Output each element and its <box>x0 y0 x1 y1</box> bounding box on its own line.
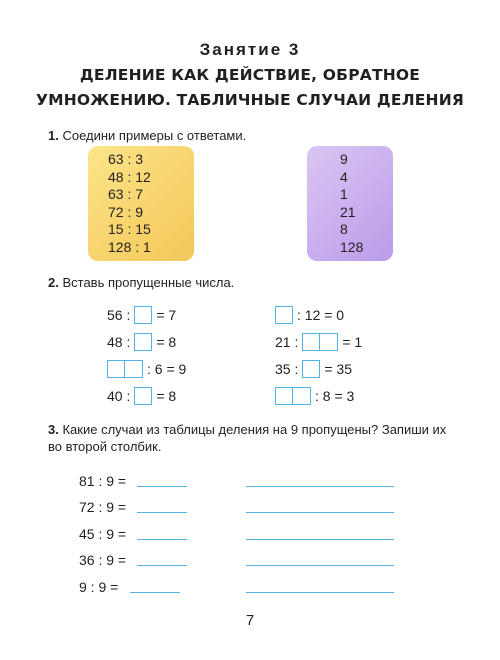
answer-box-double[interactable] <box>275 387 311 405</box>
missing-case-line[interactable] <box>246 486 394 487</box>
task3-expression: 45 : 9 = <box>79 526 127 542</box>
task3-number: 3. <box>48 422 59 437</box>
task1-text: Соедини примеры с ответами. <box>62 128 247 143</box>
equation-right-part: = 8 <box>156 388 177 404</box>
equation-right-part: = 8 <box>156 334 177 350</box>
equation-row <box>107 305 176 325</box>
answer-line[interactable] <box>137 565 187 566</box>
answer-item[interactable]: 4 <box>340 168 348 185</box>
example-item[interactable]: 72 : 9 <box>108 203 144 220</box>
equation-row <box>275 332 362 352</box>
equation-row <box>275 359 352 379</box>
missing-case-line[interactable] <box>246 565 394 566</box>
title-line-2: УМНОЖЕНИЮ. ТАБЛИЧНЫЕ СЛУЧАИ ДЕЛЕНИЯ <box>35 91 465 109</box>
answer-line[interactable] <box>137 486 187 487</box>
task3-expression: 72 : 9 = <box>79 499 127 515</box>
task2-text: Вставь пропущенные числа. <box>62 275 235 290</box>
equation-right-part: = 7 <box>156 307 177 323</box>
task1-number: 1. <box>48 128 59 143</box>
equation-right-part: = 1 <box>342 334 363 350</box>
equation-row <box>107 359 186 379</box>
missing-case-line[interactable] <box>246 539 394 540</box>
equation-row <box>275 305 344 325</box>
title-line-1: ДЕЛЕНИЕ КАК ДЕЙСТВИЕ, ОБРАТНОЕ <box>79 66 421 84</box>
task3-expression: 36 : 9 = <box>79 552 127 568</box>
equation-right-part: : 8 = 3 <box>315 388 355 404</box>
task1-heading <box>48 128 246 143</box>
missing-case-line[interactable] <box>246 592 394 593</box>
task3-expression: 9 : 9 = <box>79 579 119 595</box>
answers-card <box>307 146 393 261</box>
example-item[interactable]: 63 : 3 <box>108 151 144 167</box>
example-item[interactable]: 63 : 7 <box>108 186 144 203</box>
answer-line[interactable] <box>137 512 187 513</box>
equation-left-part: 40 : <box>107 388 131 404</box>
answer-item[interactable]: 1 <box>340 186 348 203</box>
equation-left-part: 56 : <box>107 307 131 323</box>
answer-box[interactable] <box>134 333 152 351</box>
example-item[interactable]: 128 : 1 <box>108 238 151 255</box>
answer-line[interactable] <box>130 592 180 593</box>
examples-card <box>88 146 194 261</box>
equation-left-part: 48 : <box>107 334 131 350</box>
equation-right-part: : 6 = 9 <box>147 361 187 377</box>
example-item[interactable]: 15 : 15 <box>108 221 151 238</box>
answer-box[interactable] <box>275 306 293 324</box>
equation-row <box>107 386 176 406</box>
answer-item[interactable]: 9 <box>340 151 348 167</box>
lesson-label: Занятие 3 <box>199 40 301 59</box>
answer-line[interactable] <box>137 539 187 540</box>
answer-item[interactable]: 128 <box>340 238 364 255</box>
page-number: 7 <box>245 612 255 629</box>
task3-heading <box>48 422 446 437</box>
answer-box-double[interactable] <box>302 333 338 351</box>
equation-right-part: : 12 = 0 <box>297 307 345 323</box>
answer-item[interactable]: 8 <box>340 221 348 238</box>
missing-case-line[interactable] <box>246 512 394 513</box>
task3-text-line2: во второй столбик. <box>48 439 162 454</box>
equation-left-part: 21 : <box>275 334 299 350</box>
answer-box[interactable] <box>134 387 152 405</box>
answer-box[interactable] <box>134 306 152 324</box>
equation-row <box>107 332 176 352</box>
answer-box-double[interactable] <box>107 360 143 378</box>
task2-number: 2. <box>48 275 59 290</box>
example-item[interactable]: 48 : 12 <box>108 168 151 185</box>
task3-expression: 81 : 9 = <box>79 473 127 489</box>
answer-item[interactable]: 21 <box>340 203 356 220</box>
task2-heading <box>48 275 234 290</box>
equation-right-part: = 35 <box>324 361 352 377</box>
equation-row <box>275 386 354 406</box>
equation-left-part: 35 : <box>275 361 299 377</box>
answer-box[interactable] <box>302 360 320 378</box>
task3-text-line1: Какие случаи из таблицы деления на 9 пропущены? Запиши их <box>62 422 447 437</box>
